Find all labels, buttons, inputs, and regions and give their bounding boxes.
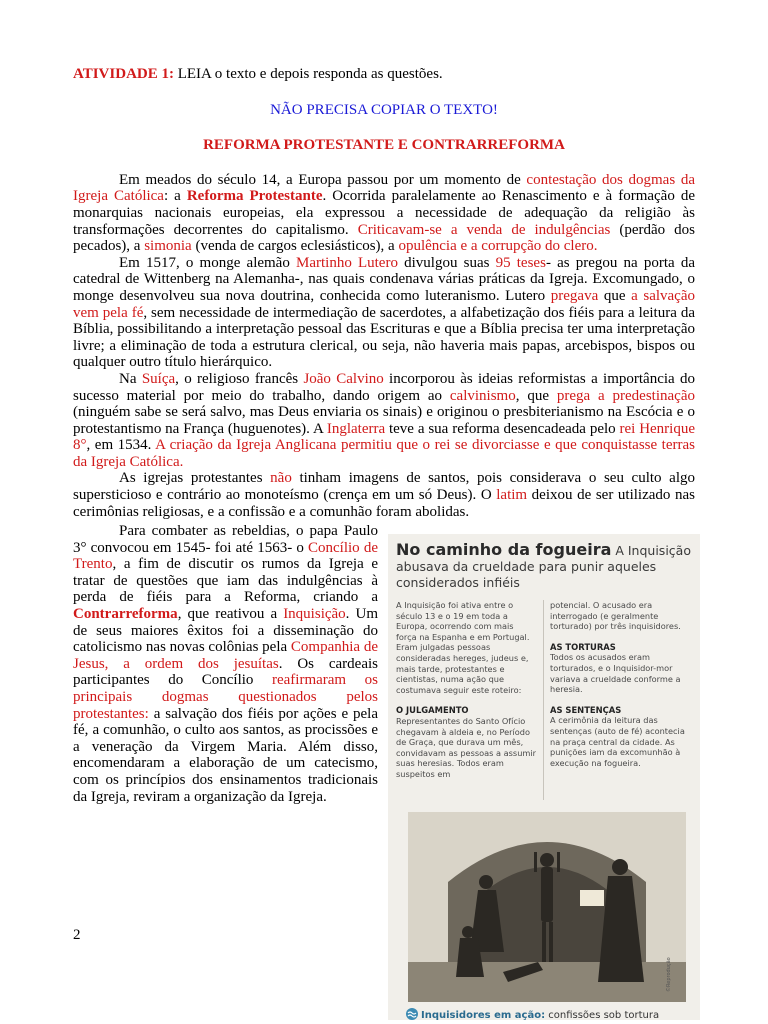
paragraph-1 [73, 172, 695, 255]
text: (perdão dos pecados), a [73, 221, 695, 255]
clipping-column-left [396, 600, 536, 780]
highlight: 95 teses [495, 254, 546, 271]
text: (venda de cargos eclesiásticos), a [191, 238, 399, 255]
highlight: simonia [144, 238, 192, 255]
activity-instruction: LEIA o texto e depois responda as questões. [173, 66, 443, 82]
magazine-clipping [388, 534, 700, 1020]
judgment-continued: potencial. O acusado era interrogado (e geralmente torturado) por três inquisidores. [550, 600, 681, 632]
clipping-column-right [550, 600, 690, 768]
highlight: Martinho Lutero [296, 254, 398, 271]
highlight: rei Henrique 8° [73, 420, 696, 454]
column-divider [543, 600, 544, 800]
text: tinham imagens de santos, pois considerava o seu culto algo supersticioso e contrário ao monoteísmo (crença em um só Deus). O [73, 470, 695, 504]
highlight: latim [496, 487, 528, 504]
highlight: Companhia de Jesus, a ordem dos jesuítas [73, 639, 378, 672]
text: Em 1517, o monge alemão [119, 254, 296, 271]
highlight: a salvação vem pela fé [73, 287, 695, 321]
highlight: Reforma Protestante [186, 188, 323, 205]
text: que [598, 287, 632, 304]
clipping-header [396, 542, 694, 590]
paragraph-5-column [73, 523, 378, 805]
highlight: A criação da Igreja Anglicana permitiu que o rei se divorciasse e que conquistasse terras da Igreja Católica. [73, 437, 695, 470]
text: divulgou suas [397, 254, 496, 271]
highlight: reafirmaram os principais dogmas questionados pelos protestantes: [73, 672, 378, 722]
text: incorporou às ideias reformistas a importância do sucesso material por meio do trabalho, dando origem ao [73, 370, 696, 404]
paragraph-2 [73, 255, 695, 371]
highlight: prega a predestinação [556, 387, 695, 404]
highlight: contestação dos dogmas da Igreja Católica [73, 171, 695, 205]
text: . Um de seus maiores êxitos foi a disseminação do catolicismo nas novas colônias pela [73, 605, 378, 656]
activity-label: ATIVIDADE 1: [73, 66, 174, 82]
text: - as pregou na porta da catedral de Wittenberg na Alemanha-, nas quais condenava várias práticas da Igreja. Excomungado, o monge desenvolveu sua nova doutrina, conhecida como luteranismo. Lutero [73, 254, 695, 304]
highlight: Inglaterra [326, 420, 386, 437]
judgment-title: O JULGAMENTO [396, 705, 469, 716]
paragraph-4 [73, 470, 695, 520]
inquisition-engraving-illustration [408, 812, 686, 1002]
text: (ninguém sabe se será salvo, mas Deus enviaria os sinais) e originou o presbiterianismo na Escócia e o protestantismo na França (huguenotes). A [73, 404, 695, 437]
activity-line [73, 66, 695, 83]
svg-text:©Reprodução: ©Reprodução [666, 957, 672, 992]
caption-text: confissões sob tortura [545, 1010, 660, 1020]
text: . Ocorrida paralelamente ao Renascimento e à formação de monarquias nacionais europeias, ela expressou a necessidade de adequação da religião às transformações decorrentes do capitalismo. [73, 188, 696, 238]
torture-text: Todos os acusados eram torturados, e o Inquisidor-mor variava a crueldade conforme a heresia. [550, 652, 681, 695]
text: : a [163, 188, 187, 205]
text: , sem necessidade de intermediação de sacerdotes, a alfabetização dos fiéis para a leitura da Bíblia, possibilitando a interpretação pessoal das Escrituras e que a Bíblia precisa ter uma interpretação livre; a eliminação de toda a estrutura clerical, ou seja, não haveria mais papas, arcebispos, bispos ou qualquer outro título hierárquico. [73, 304, 695, 371]
sentence-text: A cerimônia da leitura das sentenças (auto de fé) acontecia na praça central da cidade. As punições iam da excomunhão à execução na fogueira. [550, 715, 685, 768]
text: As igrejas protestantes [119, 470, 271, 487]
text: Na [119, 370, 142, 387]
highlight: pregava [550, 287, 599, 304]
text: , que reativou a [177, 605, 284, 622]
text: , que [515, 387, 557, 404]
text: teve a sua reforma desencadeada pelo [385, 420, 620, 437]
highlight: João Calvino [303, 370, 384, 387]
highlight: Inquisição [283, 605, 346, 622]
text: deixou de ser utilizado nas cerimônias religiosas, e a confissão e a comunhão foram abolidas. [73, 487, 695, 520]
text: , o religioso francês [175, 370, 304, 387]
clipping-title: No caminho da fogueira [396, 540, 612, 559]
clipping-subtitle: A Inquisição abusava da crueldade para punir aqueles considerados infiéis [396, 543, 691, 590]
paragraph-5 [73, 523, 378, 805]
torture-title: AS TORTURAS [550, 641, 616, 652]
clipping-caption [406, 1008, 659, 1020]
highlight: Suíça [141, 370, 176, 387]
text: . Os cardeais participantes do Concílio [73, 655, 378, 689]
highlight: calvinismo [449, 387, 516, 404]
highlight: opulência e a corrupção do clero. [398, 238, 598, 255]
sentence-title: AS SENTENÇAS [550, 704, 622, 715]
text: a salvação dos fiéis por ações e pela fé, a comunhão, o culto aos santos, as procissões e a veneração da Virgem Maria. Além disso, encomendaram a elaboração de um catecismo, com os princípios dos ensinamentos tradicionais da Igreja, reviram a organização da Igreja. [73, 705, 378, 805]
page-number: 2 [73, 927, 81, 943]
text: Para combater as rebeldias, o papa Paulo 3° convocou em 1545- foi até 1563- o [73, 523, 378, 556]
section-heading: REFORMA PROTESTANTE E CONTRARREFORMA [203, 137, 565, 154]
highlight: Concílio de Trento [73, 539, 378, 573]
waves-icon [406, 1008, 418, 1020]
caption-title: Inquisidores em ação: [421, 1010, 546, 1020]
highlight: não [270, 470, 292, 487]
text: , em 1534. [86, 437, 156, 454]
no-copy-notice: NÃO PRECISA COPIAR O TEXTO! [270, 101, 498, 118]
highlight: Criticavam-se a venda de indulgências [357, 221, 611, 238]
text: Em meados do século 14, a Europa passou por um momento de [119, 171, 527, 188]
judgment-text: Representantes do Santo Ofício chegavam à aldeia e, no Período de Graça, que durava um mês, convidavam as pessoas a assumir suas heresias. Todos eram suspeitos em [396, 715, 536, 779]
text: , a fim de discutir os rumos da Igreja e tratar de questões que iam das indulgências à perda de fiéis para a Reforma, criando a [73, 556, 378, 606]
document-body [73, 66, 695, 520]
paragraph-3 [73, 371, 695, 471]
clipping-intro: A Inquisição foi ativa entre o século 13 e o 19 em toda a Europa, ocorrendo com mais força na Espanha e em Portugal. Eram julgadas pessoas consideradas hereges, judeus e, mais tarde, protestantes e cientistas, numa ação que costumava seguir este roteiro: [396, 600, 530, 695]
highlight: Contrarreforma [73, 605, 178, 622]
